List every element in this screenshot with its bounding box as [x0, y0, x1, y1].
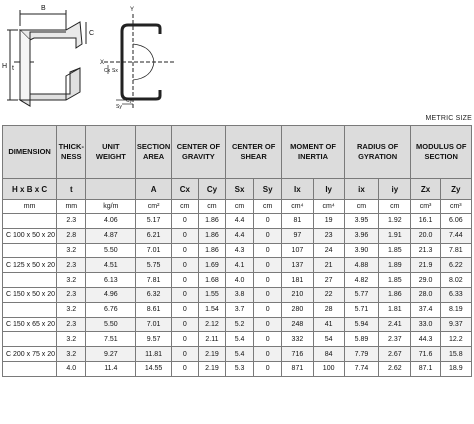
value-cell-zy: 6.22 [440, 258, 471, 273]
value-cell-sy: 0 [254, 287, 282, 302]
value-cell-ry: 1.85 [379, 273, 411, 288]
value-cell-rx: 5.89 [344, 332, 378, 347]
symbol-cell: ix [344, 179, 378, 200]
header-center-of-shear: CENTER OF SHEAR [226, 126, 282, 179]
label-c: C [89, 30, 95, 37]
value-cell-sx: 3.7 [226, 302, 254, 317]
value-cell-ry: 2.62 [379, 361, 411, 376]
axis-x-label: X [100, 60, 105, 66]
c-channel-3d-drawing [7, 10, 86, 106]
value-cell-sy: 0 [254, 302, 282, 317]
symbol-cell: Sx [226, 179, 254, 200]
value-cell-zy: 9.37 [440, 317, 471, 332]
value-cell-cx: 0 [171, 317, 198, 332]
unit-cell: cm⁴ [313, 200, 344, 214]
unit-cell: cm [198, 200, 225, 214]
value-cell-zx: 29.0 [411, 273, 440, 288]
value-cell-rx: 4.88 [344, 258, 378, 273]
value-cell-ix: 107 [282, 243, 313, 258]
dimension-cell [3, 273, 57, 288]
value-cell-ry: 1.89 [379, 258, 411, 273]
dimension-cell [3, 302, 57, 317]
value-cell-a: 7.81 [136, 273, 171, 288]
header-center-of-gravity: CENTER OF GRAVITY [171, 126, 225, 179]
table-row [3, 287, 472, 302]
value-cell-a: 14.55 [136, 361, 171, 376]
value-cell-w: 11.4 [86, 361, 136, 376]
value-cell-sy: 0 [254, 228, 282, 243]
unit-cell: cm [344, 200, 378, 214]
header-modulus-of-section: MODULUS OF SECTION [411, 126, 472, 179]
label-cx: Cx [104, 68, 111, 74]
dimension-cell [3, 361, 57, 376]
value-cell-zy: 15.8 [440, 347, 471, 362]
value-cell-cx: 0 [171, 228, 198, 243]
symbol-cell: A [136, 179, 171, 200]
value-cell-ix: 280 [282, 302, 313, 317]
value-cell-sx: 4.1 [226, 258, 254, 273]
value-cell-sx: 5.4 [226, 347, 254, 362]
value-cell-a: 6.32 [136, 287, 171, 302]
value-cell-zx: 21.9 [411, 258, 440, 273]
value-cell-sx: 5.3 [226, 361, 254, 376]
value-cell-sx: 4.3 [226, 243, 254, 258]
value-cell-iy: 54 [313, 332, 344, 347]
value-cell-a: 11.81 [136, 347, 171, 362]
table-row [3, 243, 472, 258]
dimension-cell: C 150 x 65 x 20 [3, 317, 57, 332]
value-cell-sx: 3.8 [226, 287, 254, 302]
c-channel-cross-section [104, 14, 176, 110]
value-cell-w: 5.50 [86, 243, 136, 258]
symbol-cell [86, 179, 136, 200]
unit-row [3, 200, 472, 214]
value-cell-cx: 0 [171, 258, 198, 273]
value-cell-cy: 1.86 [198, 243, 225, 258]
header-moment-of-inertia: MOMENT OF INERTIA [282, 126, 345, 179]
value-cell-w: 9.27 [86, 347, 136, 362]
value-cell-iy: 27 [313, 273, 344, 288]
value-cell-zx: 87.1 [411, 361, 440, 376]
dimension-cell [3, 243, 57, 258]
value-cell-ix: 81 [282, 214, 313, 229]
value-cell-cy: 1.69 [198, 258, 225, 273]
label-sx: Sx [112, 68, 118, 74]
value-cell-cx: 0 [171, 332, 198, 347]
value-cell-sy: 0 [254, 361, 282, 376]
symbol-cell: H x B x C [3, 179, 57, 200]
value-cell-ry: 1.86 [379, 287, 411, 302]
value-cell-sy: 0 [254, 214, 282, 229]
label-b: B [41, 5, 46, 12]
value-cell-cx: 0 [171, 302, 198, 317]
value-cell-a: 5.17 [136, 214, 171, 229]
value-cell-w: 5.50 [86, 317, 136, 332]
value-cell-ix: 716 [282, 347, 313, 362]
dimension-cell: C 100 x 50 x 20 [3, 228, 57, 243]
value-cell-sy: 0 [254, 273, 282, 288]
value-cell-iy: 84 [313, 347, 344, 362]
value-cell-cx: 0 [171, 361, 198, 376]
dimension-cell: C 150 x 50 x 20 [3, 287, 57, 302]
value-cell-zx: 44.3 [411, 332, 440, 347]
unit-cell: cm⁴ [282, 200, 313, 214]
value-cell-iy: 41 [313, 317, 344, 332]
value-cell-w: 4.96 [86, 287, 136, 302]
section-properties-table [2, 125, 472, 377]
table-row [3, 273, 472, 288]
table-row [3, 317, 472, 332]
symbol-cell: Cx [171, 179, 198, 200]
value-cell-cx: 0 [171, 243, 198, 258]
label-sy: Sy [116, 104, 122, 110]
value-cell-ry: 2.37 [379, 332, 411, 347]
unit-cell: cm³ [411, 200, 440, 214]
value-cell-rx: 5.77 [344, 287, 378, 302]
value-cell-zx: 16.1 [411, 214, 440, 229]
value-cell-zy: 7.81 [440, 243, 471, 258]
value-cell-t: 4.0 [57, 361, 86, 376]
unit-cell: cm³ [440, 200, 471, 214]
value-cell-a: 7.01 [136, 243, 171, 258]
unit-cell: mm [57, 200, 86, 214]
symbol-cell: iy [379, 179, 411, 200]
symbol-cell: Zy [440, 179, 471, 200]
value-cell-rx: 3.96 [344, 228, 378, 243]
header-thickness: THICK-NESS [57, 126, 86, 179]
table-row [3, 332, 472, 347]
value-cell-ix: 248 [282, 317, 313, 332]
value-cell-t: 2.3 [57, 258, 86, 273]
value-cell-ix: 210 [282, 287, 313, 302]
value-cell-zy: 8.02 [440, 273, 471, 288]
value-cell-zx: 37.4 [411, 302, 440, 317]
value-cell-ry: 1.91 [379, 228, 411, 243]
value-cell-zx: 21.3 [411, 243, 440, 258]
value-cell-cy: 2.19 [198, 347, 225, 362]
value-cell-iy: 28 [313, 302, 344, 317]
value-cell-cy: 2.19 [198, 361, 225, 376]
value-cell-cy: 2.12 [198, 317, 225, 332]
header-row [3, 126, 472, 179]
value-cell-ix: 137 [282, 258, 313, 273]
value-cell-t: 3.2 [57, 302, 86, 317]
section-diagrams [0, 0, 474, 118]
value-cell-iy: 21 [313, 258, 344, 273]
value-cell-zy: 6.06 [440, 214, 471, 229]
value-cell-zy: 18.9 [440, 361, 471, 376]
value-cell-a: 6.21 [136, 228, 171, 243]
unit-cell: cm [254, 200, 282, 214]
symbol-cell: Zx [411, 179, 440, 200]
table-row [3, 302, 472, 317]
value-cell-zy: 12.2 [440, 332, 471, 347]
metric-size-note: METRIC SIZE [425, 115, 472, 122]
value-cell-sx: 5.2 [226, 317, 254, 332]
value-cell-sy: 0 [254, 243, 282, 258]
table-row [3, 347, 472, 362]
value-cell-w: 4.51 [86, 258, 136, 273]
value-cell-w: 4.87 [86, 228, 136, 243]
value-cell-cx: 0 [171, 214, 198, 229]
value-cell-t: 3.2 [57, 347, 86, 362]
value-cell-w: 6.13 [86, 273, 136, 288]
unit-cell: cm [171, 200, 198, 214]
value-cell-w: 6.76 [86, 302, 136, 317]
value-cell-a: 5.75 [136, 258, 171, 273]
value-cell-sy: 0 [254, 317, 282, 332]
value-cell-zy: 8.19 [440, 302, 471, 317]
value-cell-sx: 4.0 [226, 273, 254, 288]
value-cell-cx: 0 [171, 347, 198, 362]
value-cell-w: 7.51 [86, 332, 136, 347]
value-cell-iy: 19 [313, 214, 344, 229]
value-cell-t: 2.3 [57, 317, 86, 332]
value-cell-rx: 5.71 [344, 302, 378, 317]
value-cell-sy: 0 [254, 332, 282, 347]
value-cell-rx: 7.74 [344, 361, 378, 376]
value-cell-iy: 100 [313, 361, 344, 376]
value-cell-ry: 2.41 [379, 317, 411, 332]
label-t: t [12, 65, 14, 72]
table-row [3, 214, 472, 229]
unit-cell: cm [226, 200, 254, 214]
unit-cell: mm [3, 200, 57, 214]
value-cell-ix: 97 [282, 228, 313, 243]
value-cell-zx: 71.6 [411, 347, 440, 362]
unit-cell: cm [379, 200, 411, 214]
value-cell-cy: 2.11 [198, 332, 225, 347]
value-cell-t: 3.2 [57, 273, 86, 288]
value-cell-sy: 0 [254, 347, 282, 362]
dimension-cell: C 125 x 50 x 20 [3, 258, 57, 273]
value-cell-cy: 1.55 [198, 287, 225, 302]
value-cell-ry: 1.81 [379, 302, 411, 317]
symbol-row [3, 179, 472, 200]
value-cell-zx: 28.0 [411, 287, 440, 302]
value-cell-cx: 0 [171, 273, 198, 288]
value-cell-sx: 4.4 [226, 214, 254, 229]
value-cell-a: 8.61 [136, 302, 171, 317]
dimension-cell [3, 332, 57, 347]
value-cell-zx: 20.0 [411, 228, 440, 243]
value-cell-t: 3.2 [57, 332, 86, 347]
table-row [3, 228, 472, 243]
value-cell-iy: 22 [313, 287, 344, 302]
unit-cell: kg/m [86, 200, 136, 214]
value-cell-iy: 23 [313, 228, 344, 243]
value-cell-sx: 5.4 [226, 332, 254, 347]
header-radius-of-gyration: RADIUS OF GYRATION [344, 126, 411, 179]
unit-cell: cm² [136, 200, 171, 214]
label-cy: Cy [126, 98, 133, 104]
symbol-cell: Iy [313, 179, 344, 200]
value-cell-t: 3.2 [57, 243, 86, 258]
header-unit-weight: UNIT WEIGHT [86, 126, 136, 179]
value-cell-t: 2.3 [57, 287, 86, 302]
value-cell-cy: 1.68 [198, 273, 225, 288]
header-dimension: DIMENSION [3, 126, 57, 179]
value-cell-zy: 6.33 [440, 287, 471, 302]
header-section-area: SECTION AREA [136, 126, 171, 179]
value-cell-sy: 0 [254, 258, 282, 273]
value-cell-w: 4.06 [86, 214, 136, 229]
value-cell-t: 2.3 [57, 214, 86, 229]
value-cell-cy: 1.86 [198, 214, 225, 229]
value-cell-zx: 33.0 [411, 317, 440, 332]
symbol-cell: Sy [254, 179, 282, 200]
value-cell-iy: 24 [313, 243, 344, 258]
value-cell-ix: 871 [282, 361, 313, 376]
value-cell-zy: 7.44 [440, 228, 471, 243]
table-row [3, 361, 472, 376]
value-cell-cy: 1.86 [198, 228, 225, 243]
symbol-cell: t [57, 179, 86, 200]
value-cell-rx: 5.94 [344, 317, 378, 332]
symbol-cell: Cy [198, 179, 225, 200]
value-cell-ry: 2.67 [379, 347, 411, 362]
table-body [3, 214, 472, 377]
value-cell-t: 2.8 [57, 228, 86, 243]
value-cell-ix: 181 [282, 273, 313, 288]
symbol-cell: Ix [282, 179, 313, 200]
value-cell-rx: 4.82 [344, 273, 378, 288]
axis-y-label: Y [130, 7, 135, 13]
value-cell-a: 9.57 [136, 332, 171, 347]
value-cell-ry: 1.92 [379, 214, 411, 229]
value-cell-sx: 4.4 [226, 228, 254, 243]
dimension-cell [3, 214, 57, 229]
table-row [3, 258, 472, 273]
value-cell-rx: 7.79 [344, 347, 378, 362]
label-h: H [2, 63, 8, 70]
value-cell-cy: 1.54 [198, 302, 225, 317]
value-cell-ix: 332 [282, 332, 313, 347]
value-cell-ry: 1.85 [379, 243, 411, 258]
value-cell-cx: 0 [171, 287, 198, 302]
value-cell-rx: 3.90 [344, 243, 378, 258]
dimension-cell: C 200 x 75 x 20 [3, 347, 57, 362]
value-cell-rx: 3.95 [344, 214, 378, 229]
value-cell-a: 7.01 [136, 317, 171, 332]
